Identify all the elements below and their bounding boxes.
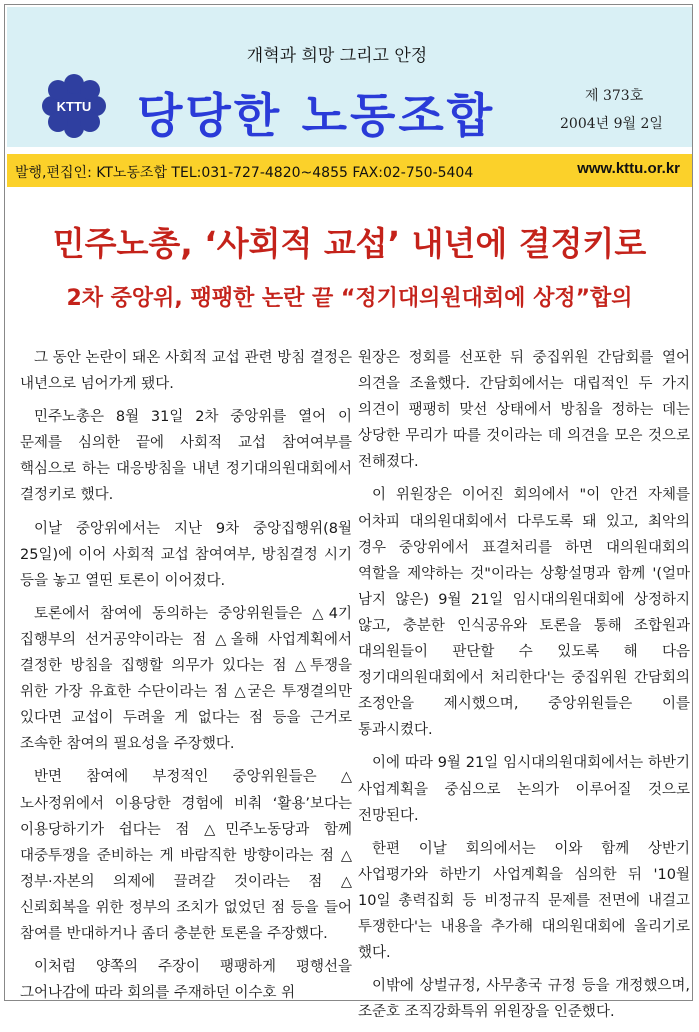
issue-number: 제 373호 xyxy=(585,88,644,104)
logo-text: KTTU xyxy=(56,99,92,114)
kttu-logo-icon xyxy=(37,73,111,139)
paragraph: 그 동안 논란이 돼온 사회적 교섭 관련 방침 결정은 내년으로 넘어가게 됐다. xyxy=(20,350,352,393)
slogan: 개혁과 희망 그리고 안정 xyxy=(246,46,428,66)
article-subheadline: 2차 중앙위, 팽팽한 논란 끝 “정기대의원대회에 상정”합의 xyxy=(66,286,633,311)
paragraph: 원장은 정회를 선포한 뒤 중집위원 간담회를 열어 의견을 조율했다. 간담회에서는 대립적인 두 가지 의견이 팽팽히 맞선 상태에서 방침을 정하는 데는 상당한 무리가 따를 것이라는 데 의견을 모은 것으로 전해졌다. xyxy=(358,350,690,471)
paragraph: 한편 이날 회의에서는 이와 함께 상반기 사업평가와 하반기 사업계획을 심의한 뒤 '10월 10일 총력집회 등 비정규직 문제를 전면에 내걸고 투쟁한다'는 내용을 추가해 대의원대회에 올리기로 했다. xyxy=(358,840,690,962)
article-headline: 민주노총, ‘사회적 교섭’ 내년에 결정키로 xyxy=(52,224,647,263)
paragraph: 이처럼 양쪽의 주장이 팽팽하게 평행선을 그어나감에 따라 회의를 주재하던 이수호 위 xyxy=(20,959,352,1002)
masthead xyxy=(7,7,692,147)
paragraph: 이 위원장은 이어진 회의에서 "이 안건 자체를 어차피 대의원대회에서 다루도록 돼 있고, 최악의 경우 중앙위에서 표결처리를 하면 대의원대회의 역할을 제약하는 것"이라는 상황설명과 함께 '(얼마 남지 않은) 9월 21일 임시대의원대회에 상정하지 않고, 충분한 인식공유와 토론을 통해 조합원과 대의원들이 판단할 수 있도록 해 다음 정기대의원대회에서 처리한다'는 중집위원 간담회의 조정안을 제시했으며, 중앙위원들은 이를 통과시켰다. xyxy=(358,487,690,739)
issue-date: 2004년 9월 2일 xyxy=(560,116,663,132)
publisher-info: 발행,편집인: KT노동조합 TEL:031-727-4820~4855 FAX:02-750-5404 xyxy=(15,165,474,181)
publisher-bar xyxy=(7,154,692,187)
paragraph: 민주노총은 8월 31일 2차 중앙위를 열어 이 문제를 심의한 끝에 사회적 교섭 참여여부를 핵심으로 하는 대응방침을 내년 정기대의원대회에서 결정키로 했다. xyxy=(20,409,352,504)
paragraph: 토론에서 참여에 동의하는 중앙위원들은 △4기 집행부의 선거공약이라는 점 △올해 사업계획에서 결정한 방침을 집행할 의무가 있다는 점 △투쟁을 위한 가장 유효한 수단이라는 점 △굳은 투쟁결의만 있다면 교섭이 두려울 게 없다는 점 등을 근거로 조속한 참여의 필요성을 주장했다. xyxy=(20,605,352,753)
paragraph: 이밖에 상벌규정, 사무총국 규정 등을 개정했으며, 조준호 조직강화특위 위원장을 인준했다. xyxy=(358,978,690,1021)
newspaper-title: 당당한 노동조합 xyxy=(137,89,496,144)
paragraph: 이날 중앙위에서는 지난 9차 중앙집행위(8월 25일)에 이어 사회적 교섭 참여여부, 방침결정 시기 등을 놓고 열띤 토론이 이어졌다. xyxy=(20,520,352,589)
paragraph: 이에 따라 9월 21일 임시대의원대회에서는 하반기 사업계획을 중심으로 논의가 이루어질 것으로 전망된다. xyxy=(358,755,690,824)
paragraph: 반면 참여에 부정적인 중앙위원들은 △노사정위에서 이용당한 경험에 비춰 ‘활용’보다는 이용당하기가 쉽다는 점 △민주노동당과 함께 대중투쟁을 준비하는 게 바람직한 방향이라는 점 △정부·자본의 의제에 끌려갈 것이라는 점 △신뢰회복을 위한 정부의 조치가 없었던 점 등을 들어 참여를 반대하거나 좀더 충분한 토론을 주장했다. xyxy=(20,769,352,942)
article-column-left xyxy=(20,345,352,1013)
article-column-right xyxy=(358,345,690,1032)
website-link[interactable]: www.kttu.or.kr xyxy=(577,160,680,177)
